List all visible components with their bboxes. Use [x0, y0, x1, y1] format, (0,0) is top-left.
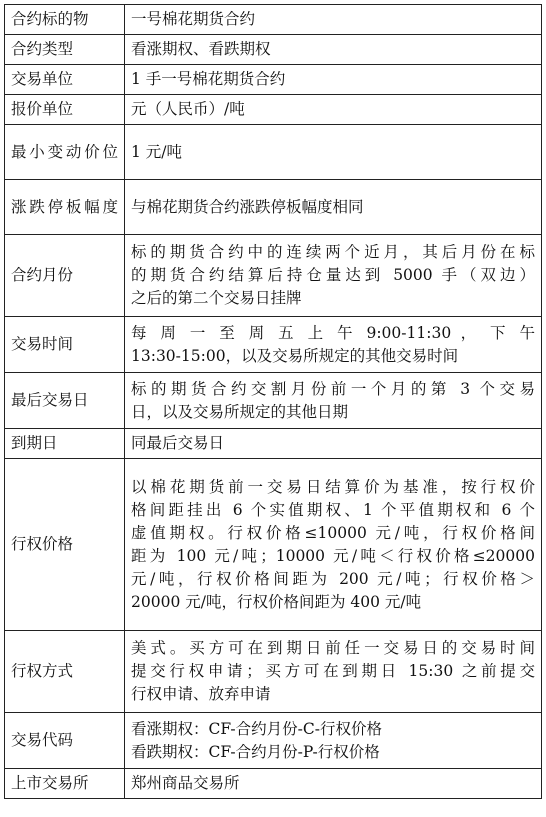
value-line: 20000 元/吨，行权价格间距为 400 元/吨 — [131, 592, 422, 611]
table-row — [5, 95, 542, 125]
value-line: 同最后交易日 — [131, 434, 225, 452]
row-label: 行权方式 — [5, 631, 125, 713]
row-value — [125, 35, 542, 65]
row-value — [125, 631, 542, 713]
table-row — [5, 317, 542, 373]
row-label: 涨跌停板幅度 — [5, 180, 125, 235]
value-line: 距为 100 元/吨；10000 元/吨＜行权价格≤20000 — [131, 546, 535, 565]
table-row — [5, 35, 542, 65]
option-contract-spec-table — [4, 4, 542, 799]
value-line: 美式。买方可在到期日前任一交易日的交易时间 — [131, 639, 535, 657]
value-line: 1 元/吨 — [131, 142, 183, 161]
value-line: 虚值期权。行权价格≤10000 元/吨，行权价格间 — [131, 523, 535, 542]
value-line: 提交行权申请；买方可在到期日 15:30 之前提交 — [131, 662, 535, 680]
row-label: 交易时间 — [5, 317, 125, 373]
row-label: 交易代码 — [5, 713, 125, 769]
row-label: 行权价格 — [5, 459, 125, 631]
value-line: 的期货合约结算后持仓量达到 5000 手（双边） — [131, 266, 535, 284]
table-row — [5, 429, 542, 459]
value-line: 看跌期权：CF-合约月份-P-行权价格 — [131, 742, 380, 761]
value-line: 标的期货合约中的连续两个近月，其后月份在标 — [131, 243, 535, 261]
row-value — [125, 459, 542, 631]
value-line: 与棉花期货合约涨跌停板幅度相同 — [131, 197, 364, 216]
table-row — [5, 65, 542, 95]
value-line: 一号棉花期货合约 — [131, 10, 256, 28]
row-value — [125, 373, 542, 429]
value-line: 以棉花期货前一交易日结算价为基准，按行权价 — [131, 477, 535, 496]
value-line: 元（人民币）/吨 — [131, 100, 245, 118]
row-label: 合约标的物 — [5, 5, 125, 35]
row-value — [125, 5, 542, 35]
value-line: 看涨期权：CF-合约月份-C-行权价格 — [131, 719, 382, 738]
row-label: 合约类型 — [5, 35, 125, 65]
row-label: 最后交易日 — [5, 373, 125, 429]
table-row — [5, 459, 542, 631]
value-line: 看涨期权、看跌期权 — [131, 40, 271, 58]
row-value — [125, 769, 542, 799]
row-label: 上市交易所 — [5, 769, 125, 799]
row-label: 最小变动价位 — [5, 125, 125, 180]
table-row — [5, 631, 542, 713]
row-label: 报价单位 — [5, 95, 125, 125]
value-line: 之后的第二个交易日挂牌 — [131, 289, 302, 307]
row-value — [125, 180, 542, 235]
row-value — [125, 125, 542, 180]
value-line: 格间距挂出 6 个实值期权、1 个平值期权和 6 个 — [131, 500, 535, 519]
table-row — [5, 125, 542, 180]
table-row — [5, 769, 542, 799]
value-line: 日，以及交易所规定的其他日期 — [131, 402, 349, 421]
table-row — [5, 5, 542, 35]
table-row — [5, 373, 542, 429]
table-row — [5, 235, 542, 317]
value-line: 郑州商品交易所 — [131, 774, 240, 792]
row-value — [125, 95, 542, 125]
row-value — [125, 713, 542, 769]
row-label: 合约月份 — [5, 235, 125, 317]
row-value — [125, 235, 542, 317]
row-value — [125, 429, 542, 459]
value-line: 1 手一号棉花期货合约 — [131, 70, 286, 88]
row-label: 到期日 — [5, 429, 125, 459]
value-line: 标的期货合约交割月份前一个月的第 3 个交易 — [131, 379, 535, 398]
value-line: 13:30-15:00，以及交易所规定的其他交易时间 — [131, 346, 459, 365]
value-line: 元/吨，行权价格间距为 200 元/吨；行权价格＞ — [131, 569, 535, 588]
row-value — [125, 317, 542, 373]
value-line: 每 周 一 至 周 五 上 午 9:00-11:30 ， 下 午 — [131, 323, 535, 342]
table-row — [5, 713, 542, 769]
row-value — [125, 65, 542, 95]
row-label: 交易单位 — [5, 65, 125, 95]
value-line: 行权申请、放弃申请 — [131, 685, 271, 703]
table-row — [5, 180, 542, 235]
